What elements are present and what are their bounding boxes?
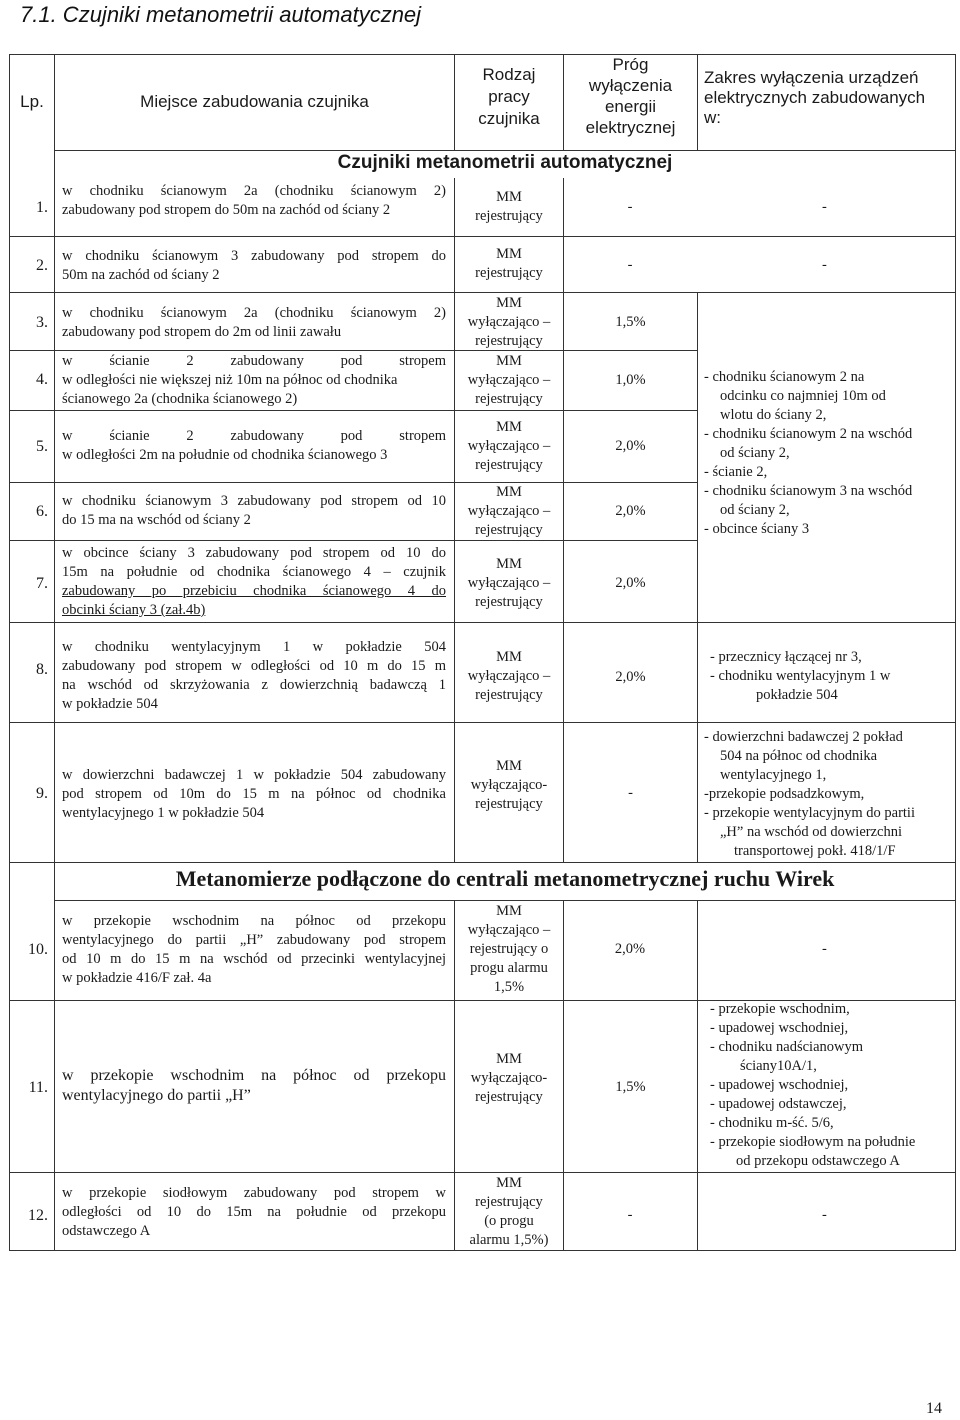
header-miejsce: Miejsce zabudowania czujnika: [140, 92, 369, 111]
row-9-lp: 9.: [36, 785, 48, 802]
row-12-miejsce: w przekopie siodłowym zabudowany pod stropem w odległości od 10 do 15m na południe od przekopu odstawczego A: [62, 1185, 446, 1239]
row-4-rodzaj: MM wyłączająco – rejestrujący: [467, 353, 551, 407]
header-zakres: Zakres wyłączenia urządzeń elektrycznych zabudowanych w:: [704, 68, 926, 127]
row-3-rodzaj: MM wyłączająco – rejestrujący: [467, 295, 551, 349]
row-3-miejsce: w chodniku ścianowym 2a (chodniku ścianowym 2) zabudowany pod stropem do 2m od linii zawału: [62, 305, 446, 340]
row-7-rodzaj: MM wyłączająco – rejestrujący: [467, 556, 551, 610]
row-12-rodzaj: MM rejestrujący (o progu alarmu 1,5%): [469, 1175, 549, 1248]
page-number: 14: [926, 1400, 942, 1417]
row-5-prog: 2,0%: [615, 438, 646, 454]
row-11-prog: 1,5%: [615, 1079, 646, 1095]
row-9-prog: -: [628, 785, 633, 801]
row-9-zakres: - dowierzchni badawczej 2 pokład 504 na północ od chodnika wentylacyjnego 1, -przekopie podsadzkowym, - przekopie wentylacyjnym do partii „H” na wschód od dowierzchni transportowej pokł. 418/1/F: [704, 729, 915, 859]
row-4-lp: 4.: [36, 371, 48, 388]
row-10-miejsce: w przekopie wschodnim na północ od przekopu wentylacyjnego do partii „H” zabudowany pod stropem od 10 m do 15 m na wschód od przecinki wentylacyjnej w pokładzie 416/F zał. 4a: [62, 913, 446, 986]
section-title-metanometria: Czujniki metanometrii automatycznej: [337, 152, 673, 173]
row-2-miejsce: w chodniku ścianowym 3 zabudowany pod stropem do 50m na zachód od ściany 2: [62, 248, 446, 283]
row-8-zakres: - przecznicy łączącej nr 3, - chodniku wentylacyjnym 1 w pokładzie 504: [710, 649, 891, 703]
row-5-miejsce: w ścianie 2 zabudowany pod stropem w odległości 2m na południe od chodnika ścianowego 3: [62, 428, 446, 463]
header-prog: Próg wyłączenia energii elektrycznej: [585, 55, 676, 137]
row-12-prog: -: [627, 1207, 633, 1223]
row-11-miejsce: w przekopie wschodnim na północ od przekopu wentylacyjnego do partii „H”: [62, 1067, 446, 1104]
row-8-miejsce: w chodniku wentylacyjnym 1 w pokładzie 504 zabudowany pod stropem w odległości od 10 m do 15 m na wschód od skrzyżowania z dowierzchnią badawczą 1 w pokładzie 504: [62, 639, 446, 712]
row-6-prog: 2,0%: [615, 503, 646, 519]
row-8-lp: 8.: [36, 661, 48, 678]
row-9-miejsce: w dowierzchni badawczej 1 w pokładzie 504 zabudowany pod stropem od 10m do 15 m na północ od chodnika wentylacyjnego 1 w pokładzie 504: [62, 767, 446, 821]
row-10-prog: 2,0%: [614, 941, 646, 957]
row-1-prog: -: [627, 199, 633, 215]
header-lp: Lp.: [20, 92, 44, 111]
row-2-lp: 2.: [36, 257, 48, 274]
row-7-prog: 2,0%: [615, 575, 646, 591]
section-title-centrala: Metanomierze podłączone do centrali metanometrycznej ruchu Wirek: [175, 866, 835, 891]
row-8-prog: 2,0%: [615, 669, 646, 685]
page-title: 7.1. Czujniki metanometrii automatycznej: [20, 2, 422, 27]
row-2-rodzaj: MM rejestrujący: [475, 246, 543, 281]
row-2-zakres: -: [822, 257, 827, 273]
row-10-zakres: -: [822, 941, 827, 957]
row-7-lp: 7.: [36, 575, 48, 592]
row-11-lp: 11.: [28, 1079, 48, 1096]
row-9-rodzaj: MM wyłączająco- rejestrujący: [470, 758, 548, 812]
row-11-zakres: - przekopie wschodnim, - upadowej wschodniej, - chodniku nadścianowym ściany10A/1, - upadowej wschodniej, - upadowej odstawczej, - chodniku m-ść. 5/6, - przekopie siodłowym na południe od przekopu odstawczego A: [710, 1001, 916, 1169]
row-5-rodzaj: MM wyłączająco – rejestrujący: [467, 419, 551, 473]
row-6-rodzaj: MM wyłączająco – rejestrujący: [467, 484, 551, 538]
row-5-lp: 5.: [36, 438, 48, 455]
row-1-zakres: -: [822, 199, 827, 215]
row-1-lp: 1.: [36, 199, 48, 216]
group-zakres-rows-3-7: - chodniku ścianowym 2 na odcinku co najmniej 10m od wlotu do ściany 2, - chodniku ścianowym 2 na wschód od ściany 2, - ścianie 2, - chodniku ścianowym 3 na wschód od ściany 2, - obcince ściany 3: [704, 369, 913, 537]
row-10-lp: 10.: [28, 941, 48, 958]
row-2-prog: -: [627, 257, 633, 273]
row-4-miejsce: w ścianie 2 zabudowany pod stropem w odległości nie większej niż 10m na północ od chodnika ścianowego 2a (chodnika ścianowego 2): [62, 353, 446, 407]
row-10-rodzaj: MM wyłączająco – rejestrujący o progu alarmu 1,5%: [467, 903, 551, 995]
row-3-prog: 1,5%: [615, 314, 646, 330]
row-1-miejsce: w chodniku ścianowym 2a (chodniku ścianowym 2) zabudowany pod stropem do 50m na zachód od ściany 2: [62, 183, 446, 218]
row-7-miejsce: w obcince ściany 3 zabudowany pod stropem od 10 do 15m na południe od chodnika ścianowego 4 – czujnik zabudowany po przebiciu chodnika ścianowego 4 do obcinki ściany 3 (zał.4b): [62, 545, 446, 618]
row-12-zakres: -: [822, 1207, 827, 1223]
row-4-prog: 1,0%: [615, 372, 646, 388]
row-12-lp: 12.: [28, 1207, 48, 1224]
row-1-rodzaj: MM rejestrujący: [475, 189, 543, 224]
row-11-rodzaj: MM wyłączająco- rejestrujący: [470, 1051, 548, 1105]
row-6-miejsce: w chodniku ścianowym 3 zabudowany pod stropem od 10 do 15 ma na wschód od ściany 2: [62, 493, 446, 528]
row-6-lp: 6.: [36, 503, 48, 520]
row-8-rodzaj: MM wyłączająco – rejestrujący: [467, 649, 551, 703]
row-3-lp: 3.: [36, 314, 48, 331]
header-rodzaj: Rodzaj pracy czujnika: [478, 65, 540, 128]
